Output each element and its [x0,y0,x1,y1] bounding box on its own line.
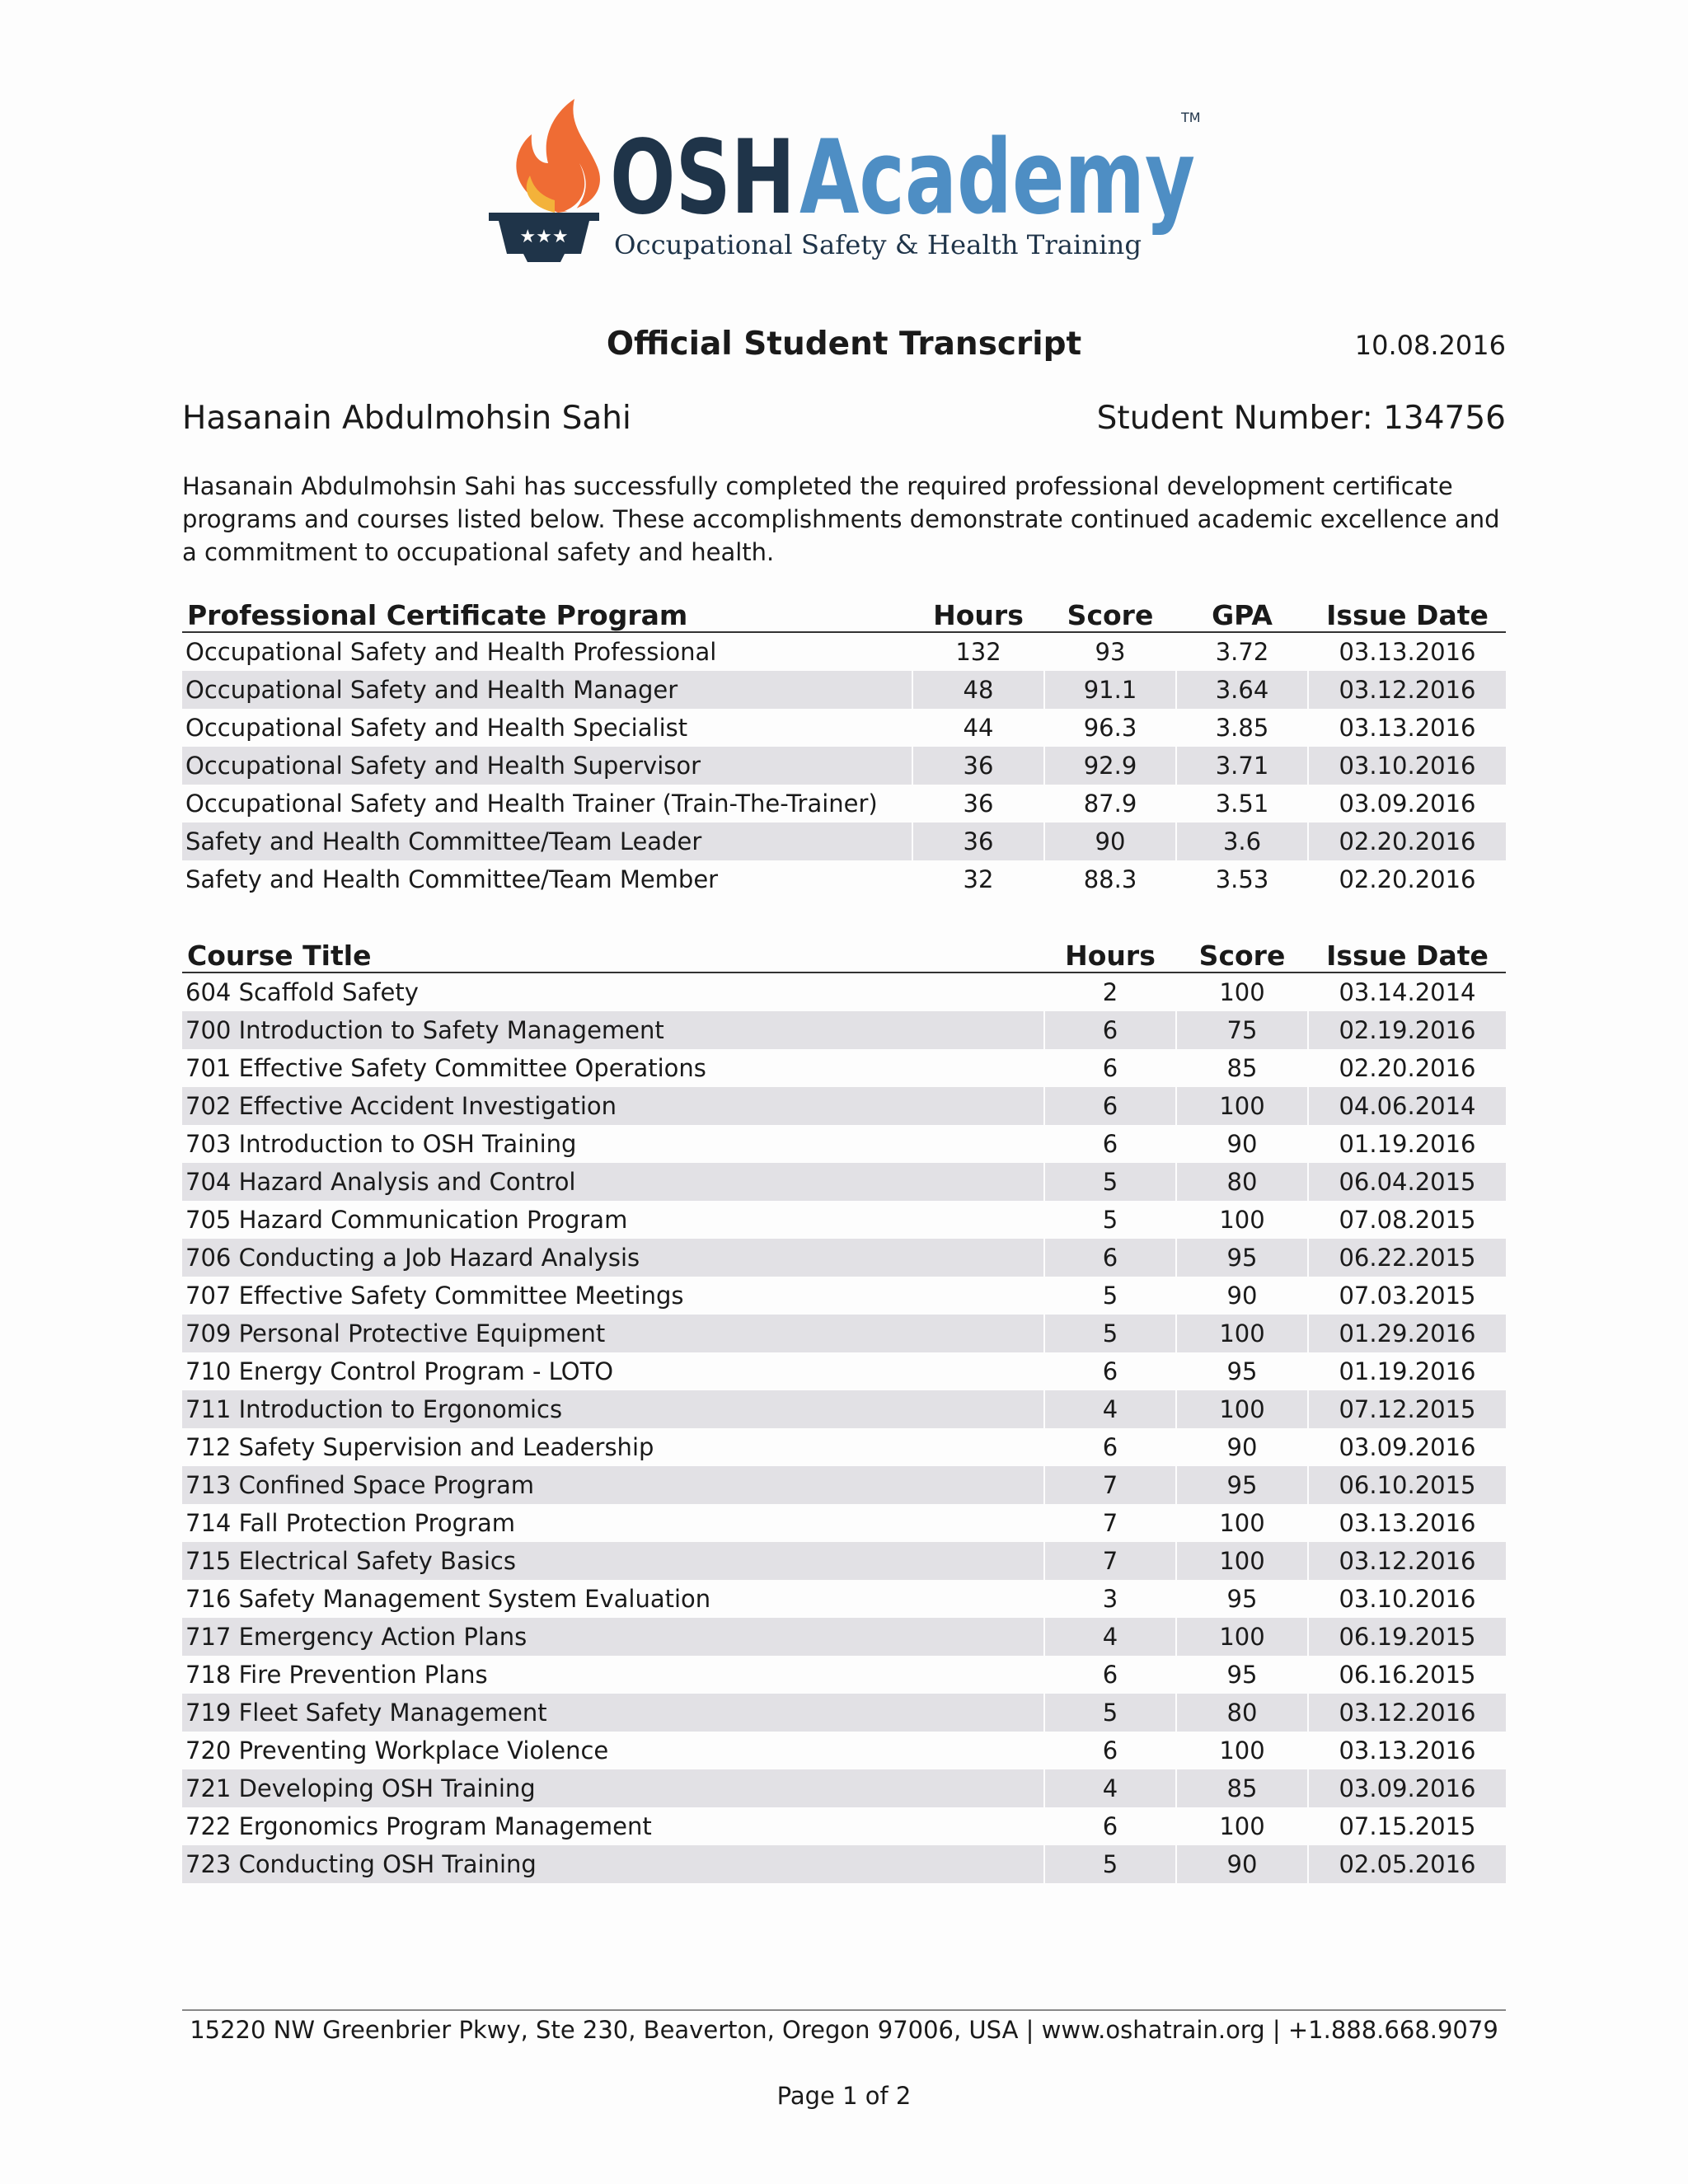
courses-cell-title: 720 Preventing Workplace Violence [185,1736,609,1765]
table-row [182,1542,1506,1580]
torch-icon [489,99,600,262]
courses-cell-score: 100 [1176,1087,1308,1125]
table-row [182,785,1506,823]
programs-cell-issue-date: 03.09.2016 [1308,785,1506,823]
page-title: Official Student Transcript [606,326,1082,363]
table-row [182,1239,1506,1277]
table-row [182,1504,1506,1542]
courses-cell-title: 712 Safety Supervision and Leadership [185,1433,654,1461]
table-row [182,1618,1506,1656]
programs-header-program: Professional Certificate Program [182,595,912,632]
table-row [182,1352,1506,1390]
table-row [182,1580,1506,1618]
courses-cell-hours: 7 [1044,1466,1176,1504]
table-row [182,747,1506,785]
table-row [182,972,1506,1011]
table-row [182,1769,1506,1807]
courses-cell-title: 722 Ergonomics Program Management [185,1812,652,1840]
courses-header-title: Course Title [182,935,1044,972]
logo-osh: OSH [610,119,795,237]
courses-cell-title: 719 Fleet Safety Management [182,1694,1044,1732]
footer-address: 15220 NW Greenbrier Pkwy, Ste 230, Beaverton, Oregon 97006, USA | www.oshatrain.org | +1.888.668.9079 [190,2016,1498,2044]
programs-cell-score: 87.9 [1044,785,1176,823]
courses-cell-issue-date: 01.19.2016 [1308,1125,1506,1163]
courses-cell-score: 100 [1176,1732,1308,1769]
courses-cell-score: 95 [1176,1239,1308,1277]
courses-cell-issue-date: 02.19.2016 [1308,1011,1506,1049]
page-number: Page 1 of 2 [776,2082,912,2110]
courses-cell-score: 100 [1176,972,1308,1011]
svg-text:★★★: ★★★ [519,227,569,247]
courses-cell-issue-date: 06.16.2015 [1308,1656,1506,1694]
programs-cell-gpa: 3.51 [1176,785,1308,823]
courses-cell-hours: 6 [1044,1732,1176,1769]
courses-cell-issue-date: 01.19.2016 [1308,1352,1506,1390]
programs-cell-hours: 36 [912,785,1044,823]
courses-cell-issue-date: 03.14.2014 [1308,972,1506,1011]
table-row [182,1315,1506,1352]
courses-cell-hours: 6 [1044,1428,1176,1466]
courses-cell-hours: 5 [1044,1201,1176,1239]
courses-cell-hours: 6 [1044,1087,1176,1125]
courses-cell-issue-date: 03.10.2016 [1308,1580,1506,1618]
table-row [182,860,1506,898]
courses-header-hours: Hours [1044,935,1176,972]
programs-cell-issue-date: 02.20.2016 [1308,823,1506,860]
programs-cell-program: Occupational Safety and Health Manager [182,671,912,709]
courses-cell-score: 100 [1176,1390,1308,1428]
courses-cell-score: 95 [1176,1580,1308,1618]
courses-cell-score: 95 [1176,1656,1308,1694]
courses-cell-score: 100 [1176,1504,1308,1542]
courses-cell-title: 709 Personal Protective Equipment [182,1315,1044,1352]
table-row [182,709,1506,747]
intro-paragraph: Hasanain Abdulmohsin Sahi has successfully completed the required professional development certificate programs and courses listed below. These accomplishments demonstrate continued academic excellence and a commitment to occupational safety and health. [182,472,1500,566]
courses-cell-issue-date: 06.22.2015 [1308,1239,1506,1277]
courses-cell-title: 706 Conducting a Job Hazard Analysis [182,1239,1044,1277]
courses-cell-hours: 4 [1044,1769,1176,1807]
courses-header-issue-date: Issue Date [1308,935,1506,972]
courses-cell-title: 713 Confined Space Program [182,1466,1044,1504]
courses-cell-issue-date: 07.03.2015 [1308,1277,1506,1315]
table-row [182,1201,1506,1239]
table-row [182,1011,1506,1049]
courses-cell-hours: 6 [1044,1656,1176,1694]
courses-cell-title: 703 Introduction to OSH Training [185,1130,577,1158]
programs-cell-program: Safety and Health Committee/Team Leader [182,823,912,860]
programs-header-score: Score [1044,595,1176,632]
courses-cell-title: 715 Electrical Safety Basics [182,1542,1044,1580]
courses-cell-issue-date: 03.09.2016 [1308,1428,1506,1466]
programs-cell-hours: 36 [912,747,1044,785]
courses-cell-title: 705 Hazard Communication Program [185,1206,628,1234]
courses-cell-issue-date: 03.13.2016 [1308,1504,1506,1542]
programs-cell-hours: 44 [912,709,1044,747]
table-row [182,1694,1506,1732]
courses-cell-score: 80 [1176,1694,1308,1732]
courses-cell-issue-date: 07.12.2015 [1308,1390,1506,1428]
programs-header-issue-date: Issue Date [1308,595,1506,632]
courses-cell-title: 711 Introduction to Ergonomics [182,1390,1044,1428]
programs-cell-score: 96.3 [1044,709,1176,747]
courses-cell-title: 704 Hazard Analysis and Control [182,1163,1044,1201]
courses-cell-title: 721 Developing OSH Training [182,1769,1044,1807]
courses-cell-title: 700 Introduction to Safety Management [182,1011,1044,1049]
courses-cell-title: 701 Effective Safety Committee Operations [185,1054,706,1082]
programs-cell-issue-date: 03.10.2016 [1308,747,1506,785]
programs-cell-program: Occupational Safety and Health Trainer (Train-The-Trainer) [185,790,878,818]
courses-cell-issue-date: 07.15.2015 [1308,1807,1506,1845]
programs-cell-score: 93 [1044,632,1176,671]
programs-header-hours: Hours [912,595,1044,632]
table-row [182,1049,1506,1087]
courses-cell-hours: 5 [1044,1277,1176,1315]
table-row [182,671,1506,709]
table-row [182,1428,1506,1466]
courses-cell-hours: 6 [1044,1807,1176,1845]
table-row [182,1087,1506,1125]
programs-cell-hours: 132 [912,632,1044,671]
courses-cell-hours: 6 [1044,1125,1176,1163]
programs-cell-score: 92.9 [1044,747,1176,785]
courses-cell-title: 714 Fall Protection Program [185,1509,515,1537]
courses-cell-title: 716 Safety Management System Evaluation [185,1585,711,1613]
programs-cell-score: 90 [1044,823,1176,860]
programs-cell-hours: 32 [912,860,1044,898]
table-row [182,632,1506,671]
courses-cell-hours: 6 [1044,1049,1176,1087]
courses-cell-title: 723 Conducting OSH Training [182,1845,1044,1883]
courses-cell-hours: 7 [1044,1542,1176,1580]
programs-cell-issue-date: 03.12.2016 [1308,671,1506,709]
programs-cell-gpa: 3.71 [1176,747,1308,785]
footer-divider [182,2009,1506,2011]
table-row [182,1732,1506,1769]
courses-cell-issue-date: 01.29.2016 [1308,1315,1506,1352]
programs-table [182,595,1506,898]
table-row [182,1277,1506,1315]
table-row [182,1390,1506,1428]
table-row [182,1125,1506,1163]
programs-cell-program: Safety and Health Committee/Team Member [185,865,719,893]
courses-cell-issue-date: 06.10.2015 [1308,1466,1506,1504]
courses-cell-score: 85 [1176,1769,1308,1807]
courses-cell-hours: 2 [1044,972,1176,1011]
courses-cell-issue-date: 06.19.2015 [1308,1618,1506,1656]
courses-cell-hours: 5 [1044,1845,1176,1883]
courses-cell-score: 100 [1176,1807,1308,1845]
courses-cell-score: 80 [1176,1163,1308,1201]
programs-cell-gpa: 3.6 [1176,823,1308,860]
programs-cell-gpa: 3.85 [1176,709,1308,747]
courses-cell-issue-date: 02.20.2016 [1308,1049,1506,1087]
courses-cell-score: 90 [1176,1125,1308,1163]
courses-cell-score: 95 [1176,1466,1308,1504]
programs-cell-issue-date: 02.20.2016 [1308,860,1506,898]
courses-cell-title: 707 Effective Safety Committee Meetings [185,1282,684,1310]
programs-cell-gpa: 3.53 [1176,860,1308,898]
courses-cell-score: 100 [1176,1315,1308,1352]
courses-cell-title: 718 Fire Prevention Plans [185,1661,488,1689]
courses-cell-title: 710 Energy Control Program - LOTO [185,1357,614,1385]
programs-cell-issue-date: 03.13.2016 [1308,632,1506,671]
oshacademy-logo [482,97,1207,270]
programs-cell-score: 88.3 [1044,860,1176,898]
courses-cell-issue-date: 03.12.2016 [1308,1694,1506,1732]
courses-cell-score: 75 [1176,1011,1308,1049]
programs-cell-hours: 48 [912,671,1044,709]
courses-cell-title: 717 Emergency Action Plans [182,1618,1044,1656]
courses-cell-score: 90 [1176,1845,1308,1883]
table-row [182,1656,1506,1694]
programs-cell-program: Occupational Safety and Health Professional [185,638,717,666]
programs-cell-program: Occupational Safety and Health Supervisor [182,747,912,785]
courses-cell-score: 95 [1176,1352,1308,1390]
table-row [182,1807,1506,1845]
courses-cell-issue-date: 06.04.2015 [1308,1163,1506,1201]
courses-cell-hours: 4 [1044,1618,1176,1656]
programs-cell-hours: 36 [912,823,1044,860]
courses-cell-score: 100 [1176,1542,1308,1580]
courses-cell-score: 90 [1176,1277,1308,1315]
courses-cell-hours: 3 [1044,1580,1176,1618]
table-row [182,1466,1506,1504]
student-name: Hasanain Abdulmohsin Sahi [182,400,631,437]
courses-header-score: Score [1176,935,1308,972]
programs-header-gpa: GPA [1176,595,1308,632]
courses-cell-issue-date: 04.06.2014 [1308,1087,1506,1125]
courses-cell-issue-date: 03.13.2016 [1308,1732,1506,1769]
courses-cell-hours: 6 [1044,1011,1176,1049]
courses-cell-hours: 6 [1044,1352,1176,1390]
courses-cell-hours: 7 [1044,1504,1176,1542]
logo-tagline: Occupational Safety & Health Training [614,229,1142,260]
programs-cell-score: 91.1 [1044,671,1176,709]
courses-cell-issue-date: 03.12.2016 [1308,1542,1506,1580]
courses-cell-score: 85 [1176,1049,1308,1087]
transcript-date: 10.08.2016 [1354,330,1506,361]
courses-cell-issue-date: 07.08.2015 [1308,1201,1506,1239]
programs-cell-gpa: 3.64 [1176,671,1308,709]
courses-cell-issue-date: 02.05.2016 [1308,1845,1506,1883]
student-number: Student Number: 134756 [1096,400,1506,437]
courses-cell-hours: 5 [1044,1694,1176,1732]
courses-cell-hours: 5 [1044,1315,1176,1352]
courses-table [182,935,1506,1883]
courses-cell-score: 90 [1176,1428,1308,1466]
courses-cell-hours: 4 [1044,1390,1176,1428]
table-row [182,1163,1506,1201]
table-row [182,1845,1506,1883]
logo-academy: Academy [799,119,1195,237]
courses-cell-title: 702 Effective Accident Investigation [182,1087,1044,1125]
table-row [182,823,1506,860]
logo-trademark: TM [1181,110,1201,125]
courses-cell-issue-date: 03.09.2016 [1308,1769,1506,1807]
courses-cell-score: 100 [1176,1618,1308,1656]
programs-cell-gpa: 3.72 [1176,632,1308,671]
programs-cell-issue-date: 03.13.2016 [1308,709,1506,747]
courses-cell-hours: 5 [1044,1163,1176,1201]
courses-cell-hours: 6 [1044,1239,1176,1277]
courses-cell-score: 100 [1176,1201,1308,1239]
programs-cell-program: Occupational Safety and Health Specialist [185,714,688,742]
courses-cell-title: 604 Scaffold Safety [185,978,419,1006]
